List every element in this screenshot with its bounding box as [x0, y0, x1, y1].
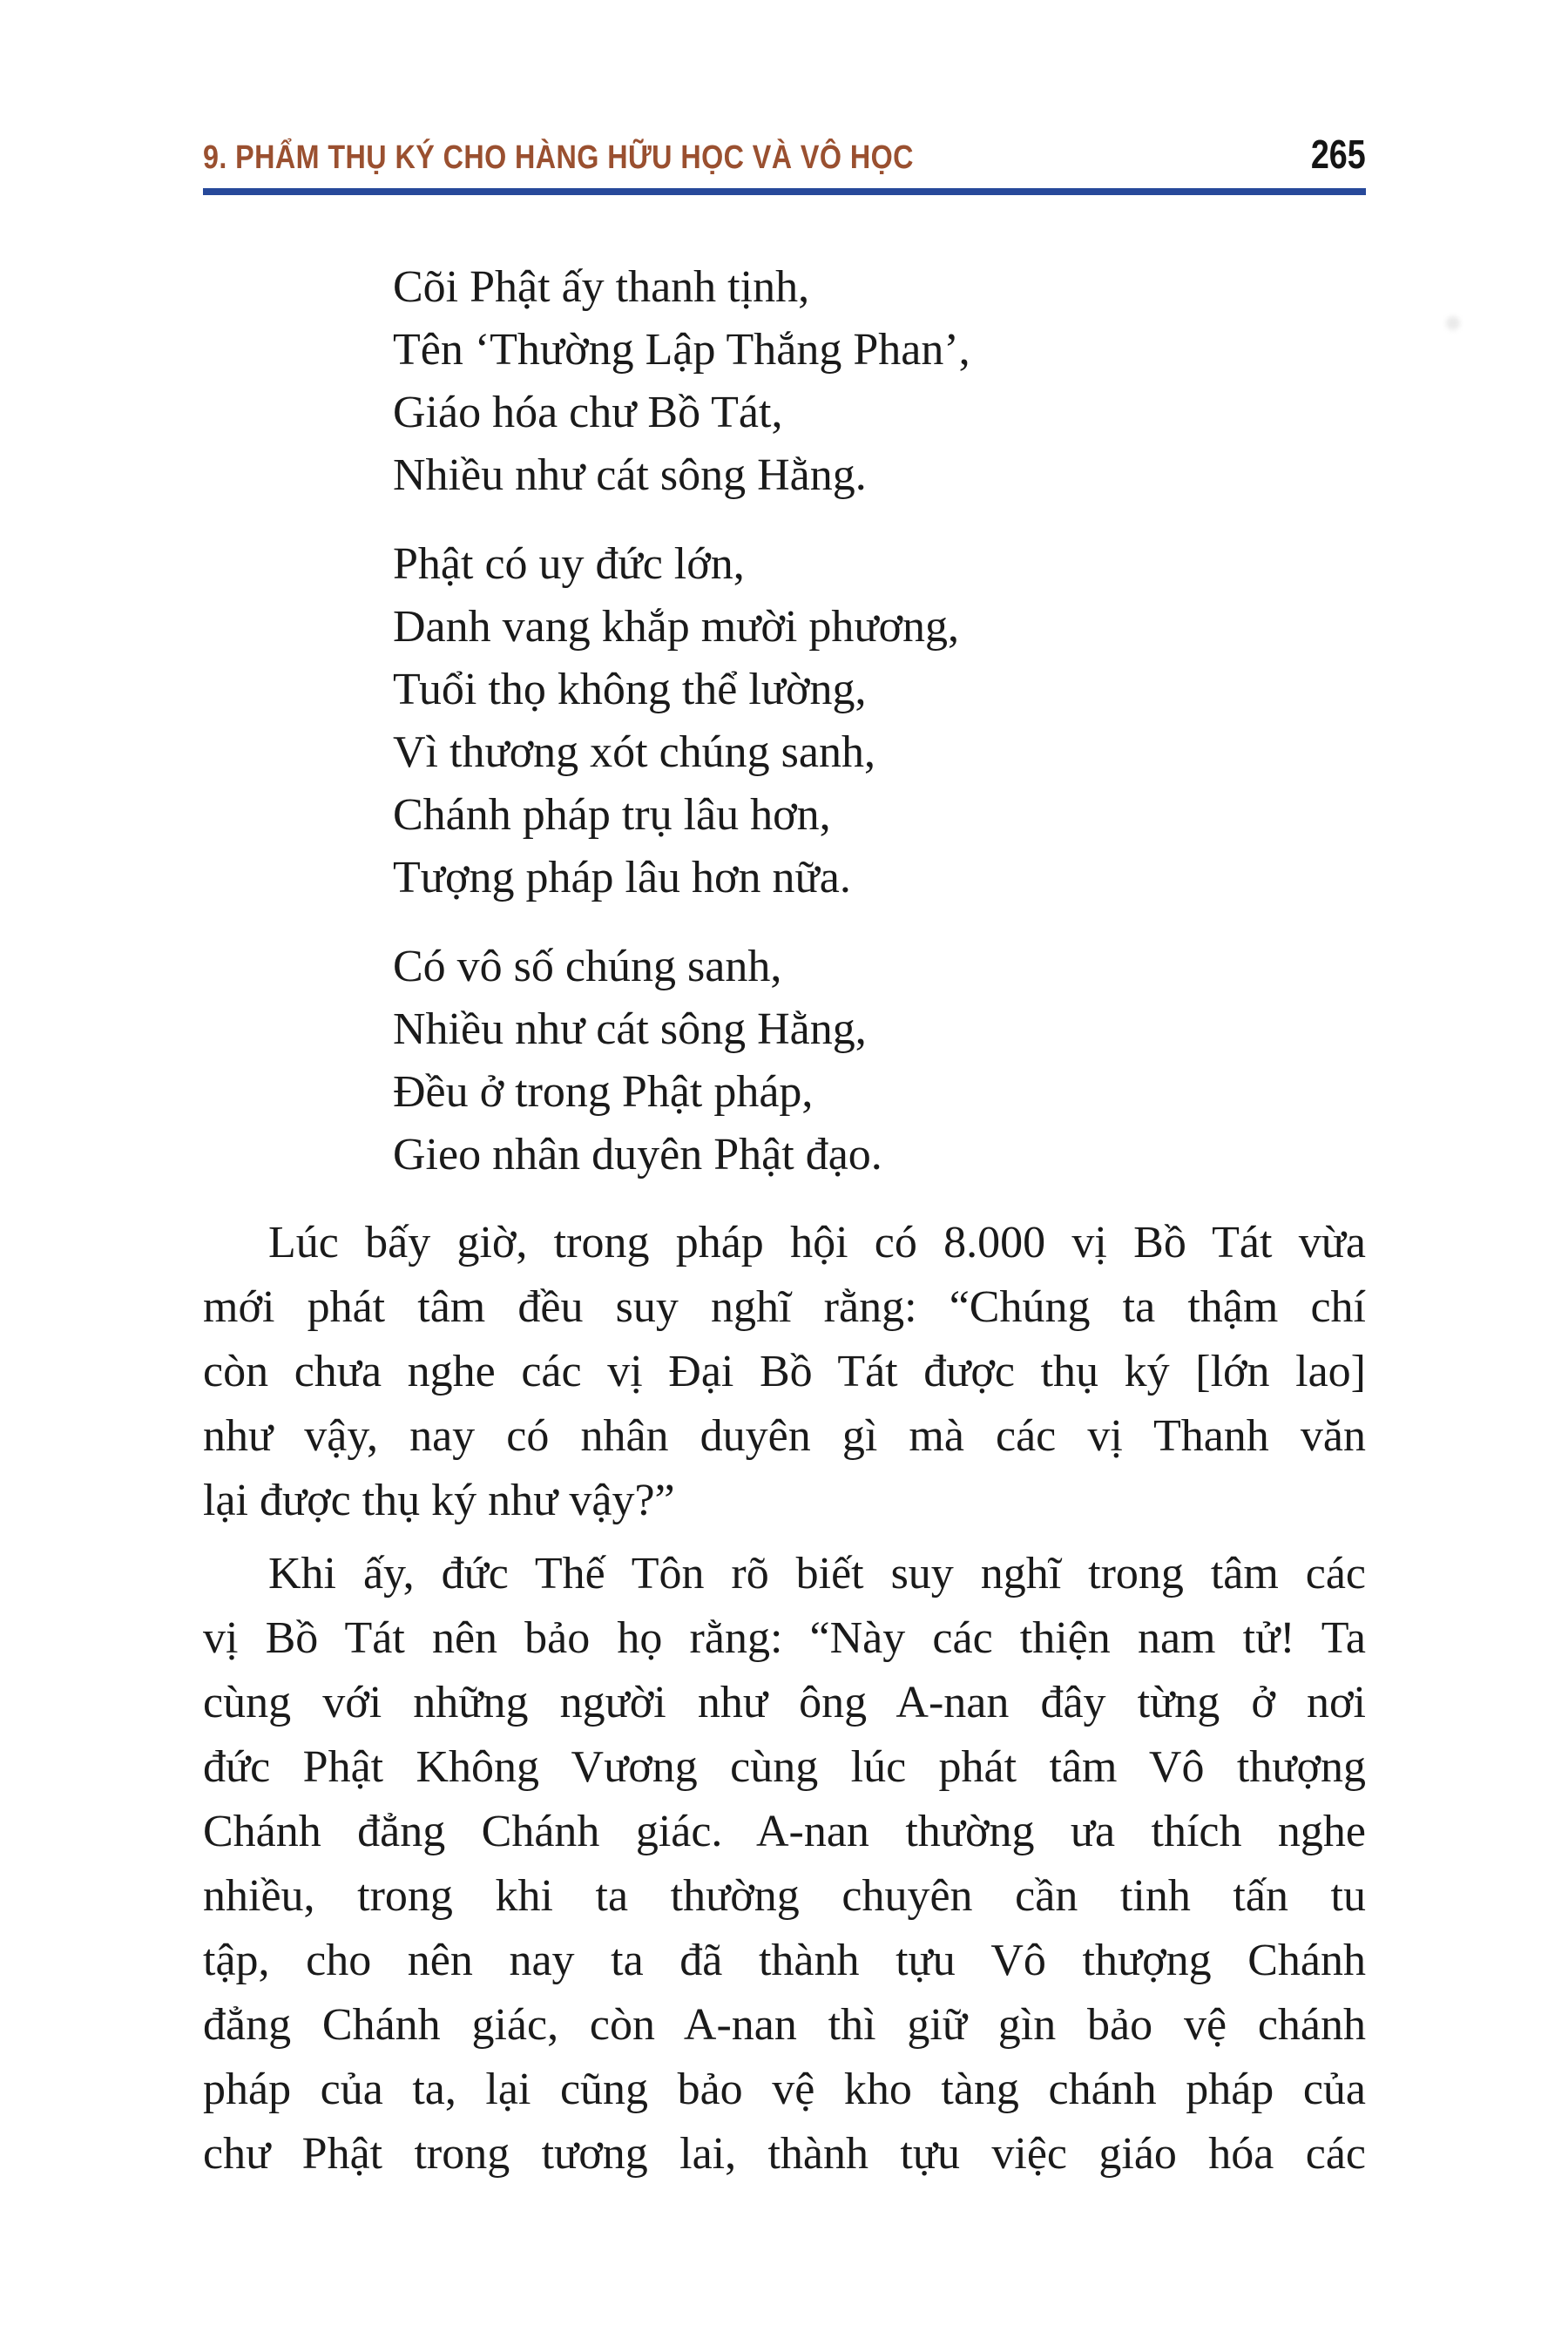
text-line: Giáo hóa chư Bồ Tát, — [393, 388, 783, 437]
text-line: Nhiều như cát sông Hằng. — [393, 450, 867, 500]
text-line: như vậy, nay có nhân duyên gì mà các vị Thanh văn — [203, 1411, 1366, 1461]
text-line: Lúc bấy giờ, trong pháp hội có 8.000 vị Bồ Tát vừa — [268, 1218, 1366, 1267]
text-line: Có vô số chúng sanh, — [393, 942, 782, 991]
stanza — [203, 936, 1366, 1186]
text-line: Gieo nhân duyên Phật đạo. — [393, 1130, 882, 1179]
text-line: Tên ‘Thường Lập Thắng Phan’, — [393, 325, 970, 375]
text-line: còn chưa nghe các vị Đại Bồ Tát được thụ ký [lớn lao] — [203, 1347, 1366, 1396]
text-line: Nhiều như cát sông Hằng, — [393, 1004, 867, 1054]
paragraph — [203, 1211, 1366, 1533]
text-line: nhiều, trong khi ta thường chuyên cần tinh tấn tu — [203, 1871, 1366, 1921]
text-line: pháp của ta, lại cũng bảo vệ kho tàng chánh pháp của — [203, 2065, 1366, 2114]
verse-section — [203, 256, 1366, 1186]
page-content — [203, 131, 1366, 2195]
text-line: tập, cho nên nay ta đã thành tựu Vô thượng Chánh — [203, 1936, 1366, 1985]
text-line: Phật có uy đức lớn, — [393, 539, 745, 589]
text-line: mới phát tâm đều suy nghĩ rằng: “Chúng ta thậm chí — [203, 1282, 1366, 1332]
text-line: Danh vang khắp mười phương, — [393, 602, 960, 652]
text-line: Vì thương xót chúng sanh, — [393, 727, 875, 777]
stanza — [203, 533, 1366, 909]
text-line: Tượng pháp lâu hơn nữa. — [393, 853, 851, 902]
text-line: đẳng Chánh giác, còn A-nan thì giữ gìn bảo vệ chánh — [203, 2000, 1366, 2050]
text-line: Khi ấy, đức Thế Tôn rõ biết suy nghĩ trong tâm các — [268, 1549, 1366, 1598]
text-line: vị Bồ Tát nên bảo họ rằng: “Này các thiện nam tử! Ta — [203, 1613, 1366, 1663]
text-line: Chánh pháp trụ lâu hơn, — [393, 790, 831, 840]
text-line: Đều ở trong Phật pháp, — [393, 1067, 814, 1117]
page-number: 265 — [1311, 132, 1366, 177]
text-line: chư Phật trong tương lai, thành tựu việc giáo hóa các — [203, 2129, 1366, 2179]
prose-section — [203, 1211, 1366, 2186]
text-line: Cõi Phật ấy thanh tịnh, — [393, 262, 810, 312]
chapter-title: 9. PHẨM THỤ KÝ CHO HÀNG HỮU HỌC VÀ VÔ HỌC — [203, 139, 914, 176]
text-line: Chánh đẳng Chánh giác. A-nan thường ưa thích nghe — [203, 1807, 1366, 1856]
text-line: Tuổi thọ không thể lường, — [393, 665, 867, 714]
stanza — [203, 256, 1366, 507]
text-line: đức Phật Không Vương cùng lúc phát tâm Vô thượng — [203, 1742, 1366, 1792]
text-line: cùng với những người như ông A-nan đây từng ở nơi — [203, 1678, 1366, 1727]
running-header — [203, 131, 1366, 178]
text-line: lại được thụ ký như vậy?” — [203, 1476, 675, 1525]
header-rule — [203, 188, 1366, 195]
print-artifact — [1446, 316, 1460, 330]
paragraph — [203, 1542, 1366, 2186]
